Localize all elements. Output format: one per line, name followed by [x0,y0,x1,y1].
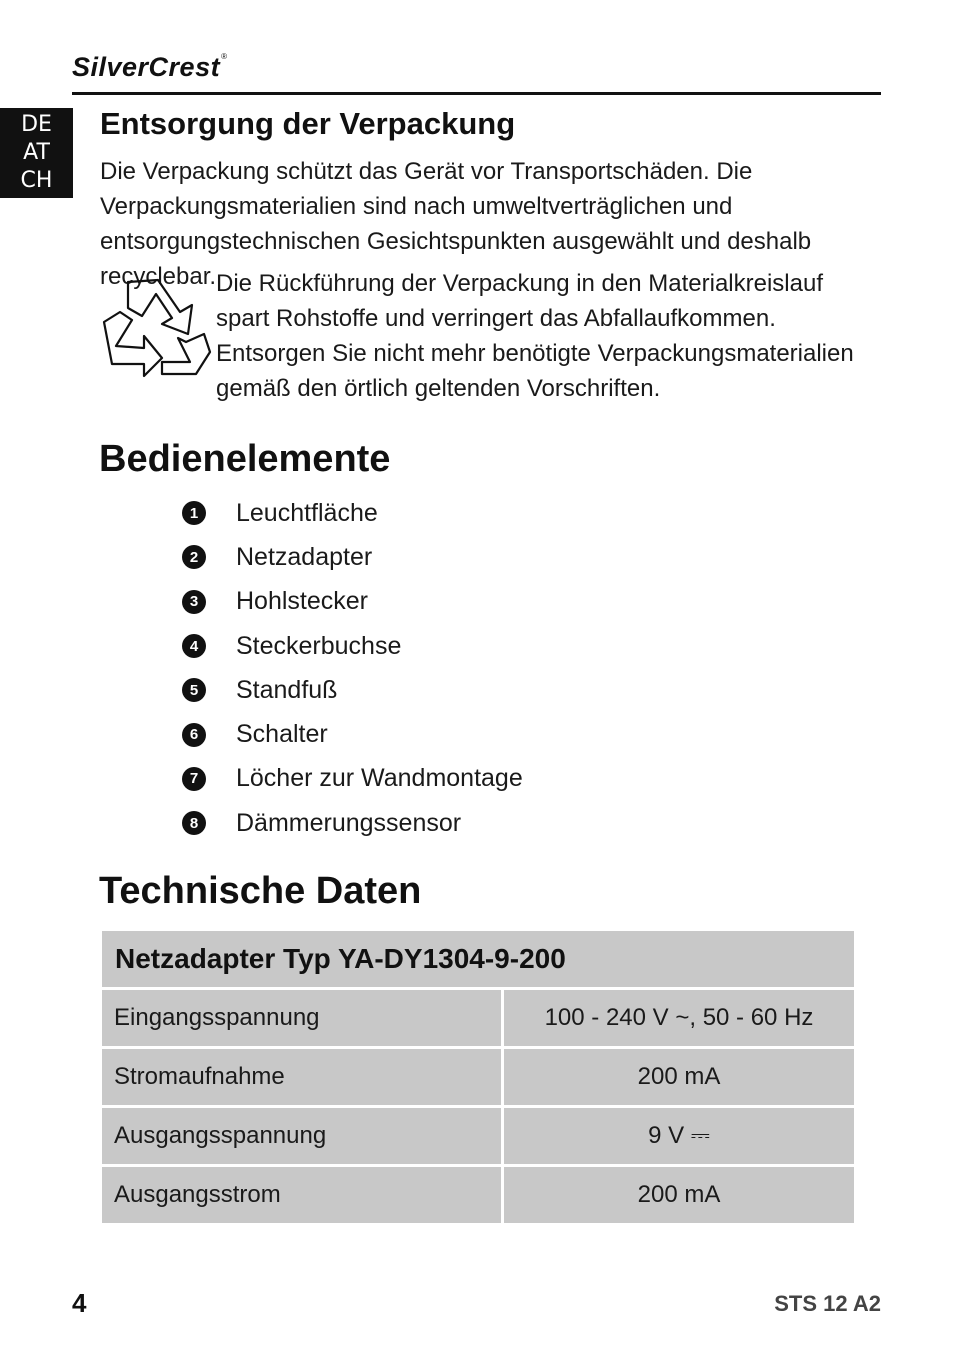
control-label: Steckerbuchse [236,631,402,660]
model-number: STS 12 A2 [774,1291,881,1316]
recycle-paragraph: Die Rückführung der Verpackung in den Materialkreislauf spart Rohstoffe und verringert das Abfallaufkommen. Entsorgen Sie nicht mehr benötigte Verpackungsmaterialien gemäß den örtlich geltenden Vorschriften. [216,270,854,402]
number-badge: 4 [182,634,206,658]
tech-heading: Technische Daten [99,870,422,912]
number-badge: 5 [182,678,206,702]
list-item [182,624,682,668]
tech-table [102,931,854,1226]
disposal-paragraph: Die Verpackung schützt das Gerät vor Transportschäden. Die Verpackungsmaterialien sind nach umweltverträglichen und entsorgungstechnischen Gesichtspunkten ausgewählt und deshalb recyclebar. [100,158,812,290]
list-item [182,580,682,624]
table-row [102,1167,854,1223]
controls-list [182,491,682,845]
table-header [102,931,854,987]
list-item [182,801,682,845]
recycle-icon [98,272,212,380]
number-badge: 2 [182,545,206,569]
disposal-heading: Entsorgung der Verpackung [100,106,516,141]
number-badge: 3 [182,590,206,614]
control-label: Netzadapter [236,542,373,571]
language-tab [0,108,73,198]
list-item [182,712,682,756]
row-label: Stromaufnahme [102,1049,501,1105]
row-value: 200 mA [504,1049,854,1105]
row-value: 100 - 240 V ~, 50 - 60 Hz [504,990,854,1046]
control-label: Hohlstecker [236,587,368,616]
lang-ch: CH [20,168,53,193]
number-badge: 1 [182,501,206,525]
header-divider [72,92,881,95]
control-label: Schalter [236,720,328,749]
table-row [102,990,854,1046]
list-item [182,668,682,712]
list-item [182,757,682,801]
number-badge: 6 [182,723,206,747]
brand-logo [72,52,228,83]
trademark: ® [221,52,228,61]
lang-at: AT [23,140,50,165]
controls-heading: Bedienelemente [99,438,391,480]
row-value: 9 V ⎓ [504,1108,854,1164]
brand-name: SilverCrest [72,52,221,82]
control-label: Standfuß [236,675,338,704]
table-row [102,1108,854,1164]
number-badge: 8 [182,811,206,835]
row-value: 200 mA [504,1167,854,1223]
row-label: Eingangsspannung [102,990,501,1046]
list-item [182,535,682,579]
control-label: Leuchtfläche [236,498,378,527]
list-item [182,491,682,535]
table-row [102,1049,854,1105]
lang-de: DE [21,112,52,137]
table-title: Netzadapter Typ YA-DY1304-9-200 [115,943,566,974]
row-label: Ausgangsspannung [102,1108,501,1164]
control-label: Dämmerungssensor [236,808,462,837]
control-label: Löcher zur Wandmontage [236,764,523,793]
number-badge: 7 [182,767,206,791]
page-number: 4 [72,1288,87,1318]
row-label: Ausgangsstrom [102,1167,501,1223]
